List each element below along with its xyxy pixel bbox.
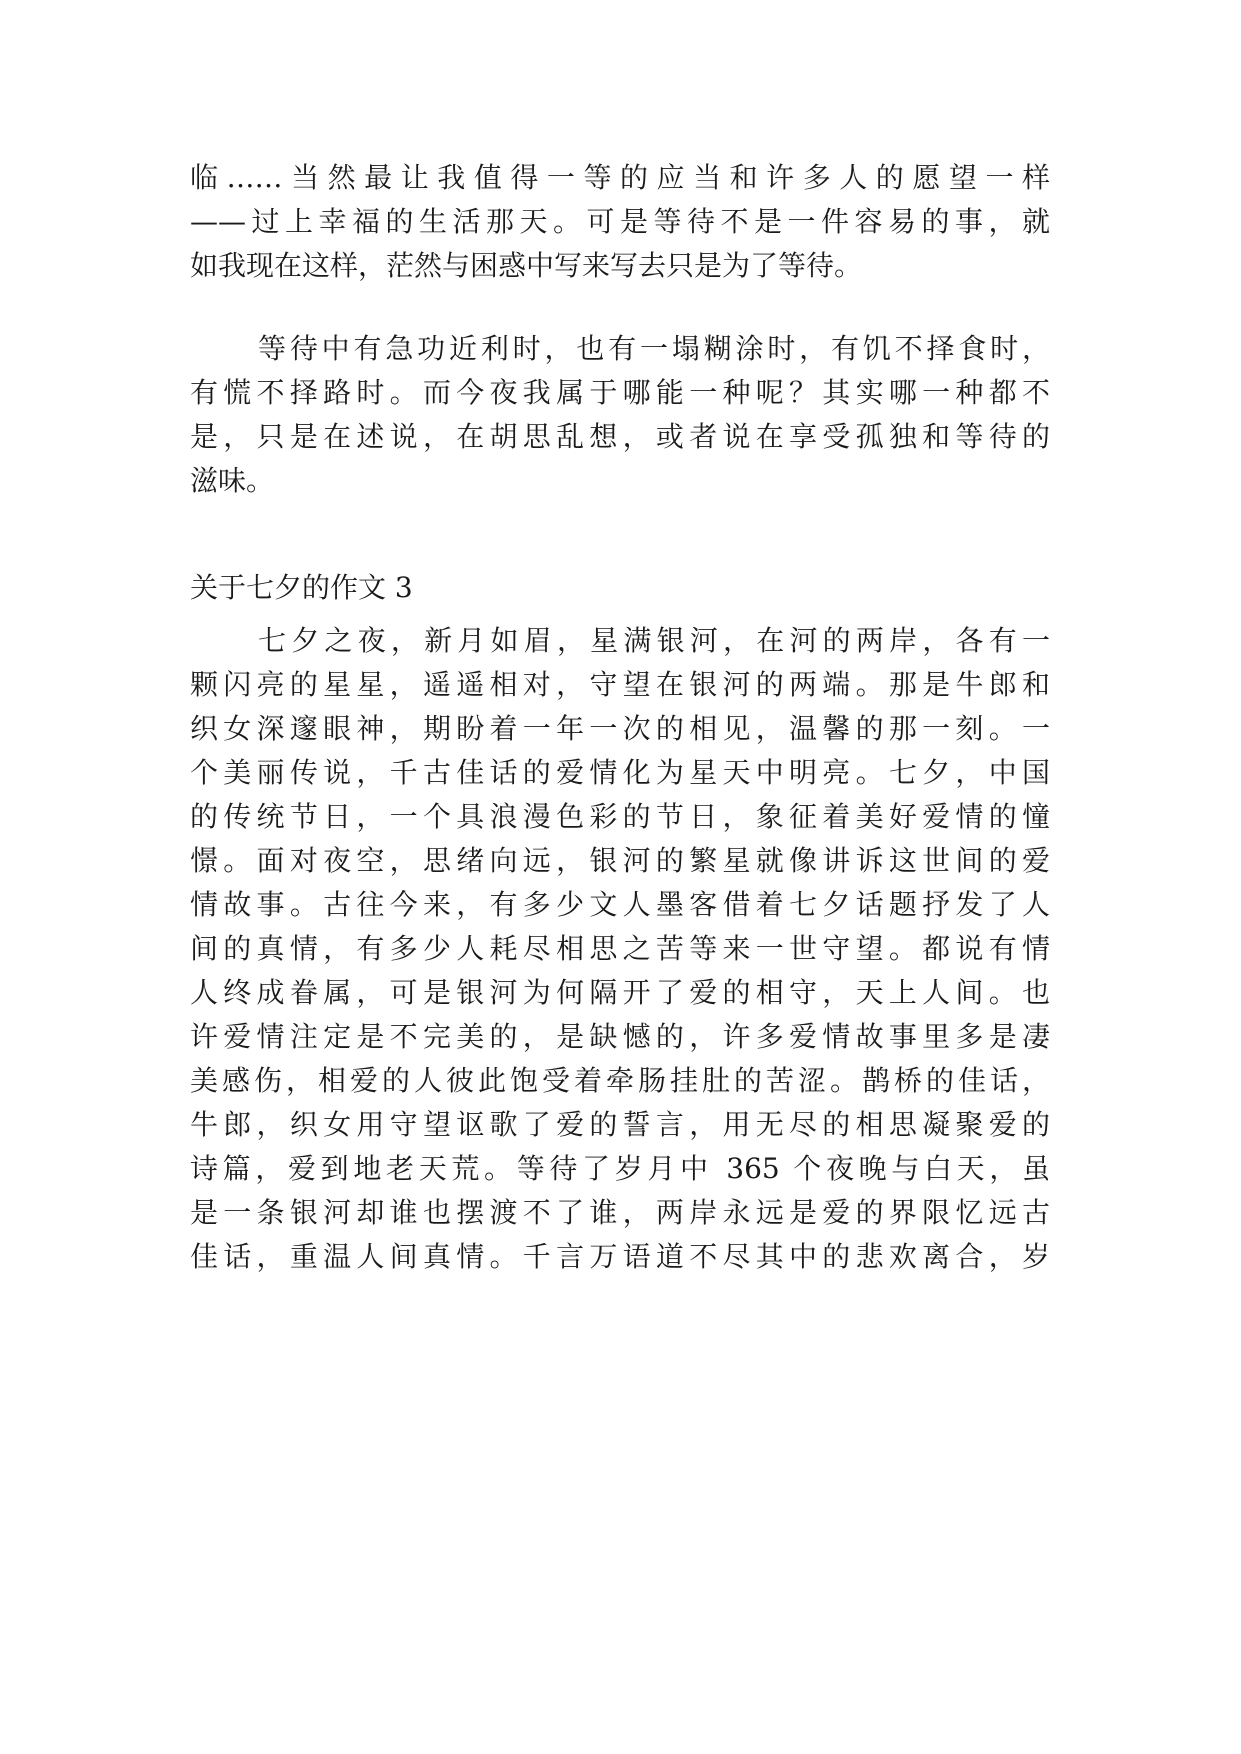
para2-line-2: 有慌不择路时。而今夜我属于哪能一种呢？其实哪一种都不 — [190, 376, 1050, 409]
para3-line-8: 间的真情，有多少人耗尽相思之苦等来一世守望。都说有情 — [190, 932, 1050, 965]
para2-line-1: 等待中有急功近利时，也有一塌糊涂时，有饥不择食时， — [258, 332, 1050, 365]
para3-line-5: 的传统节日，一个具浪漫色彩的节日，象征着美好爱情的憧 — [190, 800, 1050, 833]
para3-line-6: 憬。面对夜空，思绪向远，银河的繁星就像讲诉这世间的爱 — [190, 844, 1050, 877]
para3-line-7: 情故事。古往今来，有多少文人墨客借着七夕话题抒发了人 — [190, 888, 1050, 921]
intro-line-3: 如我现在这样，茫然与困惑中写来写去只是为了等待。 — [190, 249, 863, 282]
para3-line-3: 织女深邃眼神，期盼着一年一次的相见，温馨的那一刻。一 — [190, 712, 1050, 745]
para3-line-4: 个美丽传说，千古佳话的爱情化为星天中明亮。七夕，中国 — [190, 756, 1050, 789]
para3-line-11: 美感伤，相爱的人彼此饱受着牵肠挂肚的苦涩。鹊桥的佳话， — [190, 1064, 1050, 1097]
para3-line-15: 佳话，重温人间真情。千言万语道不尽其中的悲欢离合，岁 — [190, 1240, 1050, 1273]
para3-line-2: 颗闪亮的星星，遥遥相对，守望在银河的两端。那是牛郎和 — [190, 668, 1050, 701]
para3-line-9: 人终成眷属，可是银河为何隔开了爱的相守，天上人间。也 — [190, 976, 1050, 1009]
section-title: 关于七夕的作文 3 — [190, 571, 413, 604]
para3-line-14: 是一条银河却谁也摆渡不了谁，两岸永远是爱的界限忆远古 — [190, 1196, 1050, 1229]
para2-line-4: 滋味。 — [190, 464, 275, 497]
intro-line-1: 临……当然最让我值得一等的应当和许多人的愿望一样 — [190, 161, 1050, 194]
para3-line-10: 许爱情注定是不完美的，是缺憾的，许多爱情故事里多是凄 — [190, 1020, 1050, 1053]
intro-line-2: ——过上幸福的生活那天。可是等待不是一件容易的事，就 — [190, 205, 1050, 238]
para3-line-12: 牛郎，织女用守望讴歌了爱的誓言，用无尽的相思凝聚爱的 — [190, 1108, 1050, 1141]
para3-line-13: 诗篇，爱到地老天荒。等待了岁月中 365 个夜晚与白天，虽 — [190, 1152, 1050, 1185]
para2-line-3: 是，只是在述说，在胡思乱想，或者说在享受孤独和等待的 — [190, 420, 1050, 453]
para3-line-1: 七夕之夜，新月如眉，星满银河，在河的两岸，各有一 — [258, 624, 1050, 657]
